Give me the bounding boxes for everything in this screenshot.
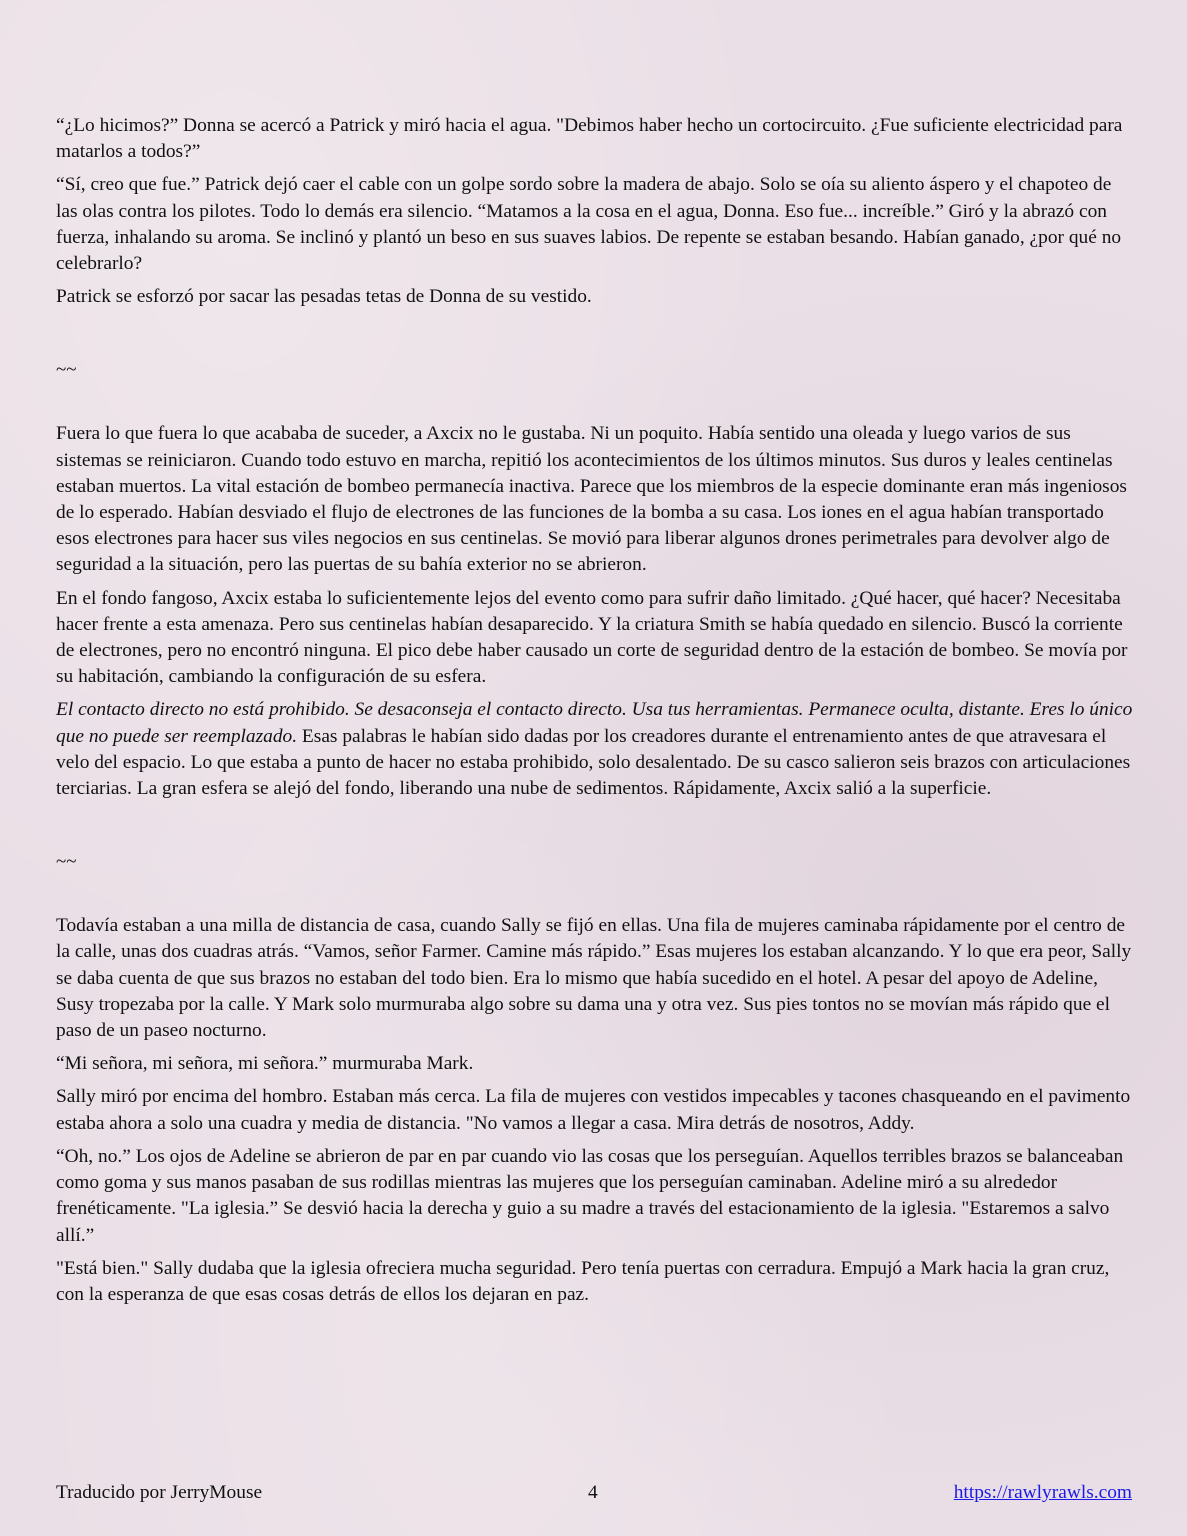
paragraph: “Oh, no.” Los ojos de Adeline se abrieron de par en par cuando vio las cosas que los perseguían. Aquellos terribles brazos se balanceaban como goma y sus manos pasaban de sus rodillas mientras las mujeres que los perseguían caminaban. Adeline miró a su alrededor frenéticamente. "La iglesia.” Se desvió hacia la derecha y guio a su madre a través del estacionamiento de la iglesia. "Estaremos a salvo allí.” (56, 1145, 1124, 1246)
paragraph: En el fondo fangoso, Axcix estaba lo suficientemente lejos del evento como para sufrir daño limitado. ¿Qué hacer, qué hacer? Necesitaba hacer frente a esta amenaza. Pero sus centinelas habían desaparecido. Y la criatura Smith se había quedado en silencio. Buscó la corriente de electrones, pero no encontró ninguna. El pico debe haber causado un corte de seguridad dentro de la estación de bombeo. Se movía por su habitación, cambiando la configuración de su esfera. (56, 587, 1128, 688)
paragraph: “Mi señora, mi señora, mi señora.” murmuraba Mark. (56, 1053, 474, 1075)
section-2 (56, 421, 1136, 802)
scene-separator: ~~ (56, 359, 77, 381)
section-3 (56, 913, 1136, 1308)
paragraph: Sally miró por encima del hombro. Estaban más cerca. La fila de mujeres con vestidos impecables y tacones chasqueando en el pavimento estaba ahora a solo una cuadra y media de distancia. "No vamos a llegar a casa. Mira detrás de nosotros, Addy. (56, 1086, 1131, 1134)
paragraph: Fuera lo que fuera lo que acababa de suceder, a Axcix no le gustaba. Ni un poquito. Había sentido una oleada y luego varios de sus sistemas se reiniciaron. Cuando todo estuvo en marcha, repitió los acontecimientos de los últimos minutos. Sus duros y leales centinelas estaban muertos. La vital estación de bombeo permanecía inactiva. Parece que los miembros de la especie dominante eran más ingeniosos de lo esperado. Habían desviado el flujo de electrones de las funciones de la bomba a su casa. Los iones en el agua habían transportado esos electrones para hacer sus viles negocios en sus centinelas. Se movió para liberar algunos drones perimetrales para devolver algo de seguridad a la situación, pero las puertas de su bahía exterior no se abrieron. (56, 423, 1127, 576)
italic-text: El contacto directo no está prohibido. Se desaconseja el contacto directo. Usa tus herramientas. Permanece oculta, distante. Eres lo único que no puede ser reemplazado. (56, 699, 1133, 747)
paragraph: "Está bien." Sally dudaba que la iglesia ofreciera mucha seguridad. Pero tenía puertas con cerradura. Empujó a Mark hacia la gran cruz, con la esperanza de que esas cosas detrás de ellos los dejaran en paz. (56, 1257, 1110, 1305)
page-number: 4 (588, 1482, 598, 1503)
page-body (56, 113, 1136, 1315)
paragraph (56, 697, 1136, 802)
paragraph: Patrick se esforzó por sacar las pesadas tetas de Donna de su vestido. (56, 286, 592, 308)
translator-credit: Traducido por JerryMouse (56, 1482, 263, 1503)
paragraph: “¿Lo hicimos?” Donna se acercó a Patrick y miró hacia el agua. "Debimos haber hecho un cortocircuito. ¿Fue suficiente electricidad para matarlos a todos?” (56, 115, 1123, 163)
paragraph-text: Esas palabras le habían sido dadas por los creadores durante el entrenamiento antes de que atravesara el velo del espacio. Lo que estaba a punto de hacer no estaba prohibido, solo desalentado. De su casco salieron seis brazos con articulaciones terciarias. La gran esfera se alejó del fondo, liberando una nube de sedimentos. Rápidamente, Axcix salió a la superficie. (56, 725, 1131, 800)
page-footer (56, 1480, 1132, 1506)
website-link[interactable]: https://rawlyrawls.com (953, 1482, 1132, 1503)
paragraph: Todavía estaban a una milla de distancia de casa, cuando Sally se fijó en ellas. Una fila de mujeres caminaba rápidamente por el centro de la calle, unas dos cuadras atrás. “Vamos, señor Farmer. Camine más rápido.” Esas mujeres los estaban alcanzando. Y lo que era peor, Sally se daba cuenta de que sus brazos no estaban del todo bien. Era lo mismo que había sucedido en el hotel. A pesar del apoyo de Adeline, Susy tropezaba por la calle. Y Mark solo murmuraba algo sobre su dama una y otra vez. Sus pies tontos no se movían más rápido que el paso de un paseo nocturno. (56, 915, 1132, 1042)
paragraph: “Sí, creo que fue.” Patrick dejó caer el cable con un golpe sordo sobre la madera de abajo. Solo se oía su aliento áspero y el chapoteo de las olas contra los pilotes. Todo lo demás era silencio. “Matamos a la cosa en el agua, Donna. Eso fue... increíble.” Giró y la abrazó con fuerza, inhalando su aroma. Se inclinó y plantó un beso en sus suaves labios. De repente se estaban besando. Habían ganado, ¿por qué no celebrarlo? (56, 174, 1122, 275)
scene-separator: ~~ (56, 851, 77, 873)
section-1 (56, 113, 1136, 310)
